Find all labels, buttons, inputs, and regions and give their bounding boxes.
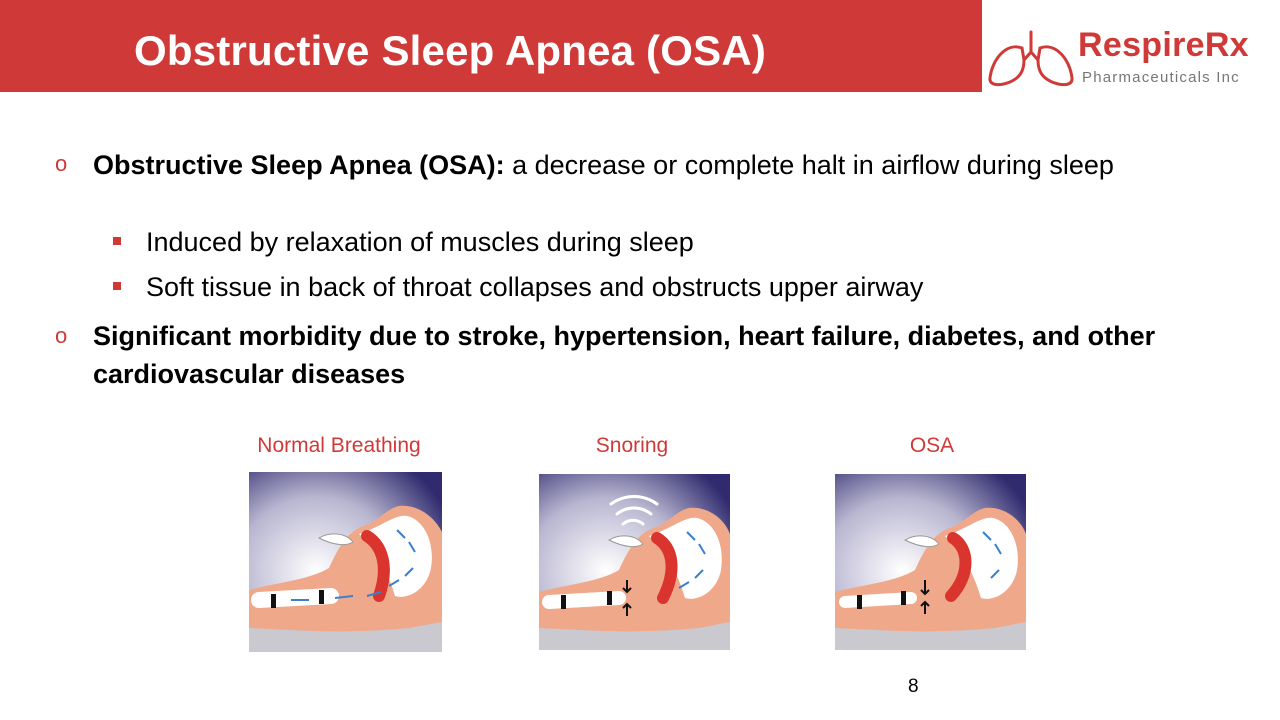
lungs-logo-icon bbox=[986, 30, 1076, 88]
logo-name: RespireRx bbox=[1078, 26, 1249, 64]
page-number: 8 bbox=[908, 676, 919, 697]
company-logo bbox=[986, 22, 1276, 94]
sub-bullet-tissue-collapse: Soft tissue in back of throat collapses and obstructs upper airway bbox=[146, 272, 924, 302]
logo-subtitle: Pharmaceuticals Inc bbox=[1082, 69, 1240, 86]
bullet-bold-lead: Obstructive Sleep Apnea (OSA): bbox=[93, 150, 505, 180]
airway-blocked-illustration bbox=[835, 474, 1026, 650]
sub-bullet-muscle-relaxation: Induced by relaxation of muscles during sleep bbox=[146, 227, 694, 257]
airway-narrowed-illustration bbox=[539, 474, 730, 650]
airway-open-illustration bbox=[249, 472, 442, 652]
figure-label-snoring: Snoring bbox=[595, 434, 669, 457]
bullet-marker-circle: o bbox=[55, 323, 68, 348]
bullet-text: a decrease or complete halt in airflow during sleep bbox=[504, 150, 1114, 180]
figure-label-osa: OSA bbox=[909, 434, 955, 457]
slide-title: Obstructive Sleep Apnea (OSA) bbox=[134, 27, 767, 74]
bullet-osa-definition bbox=[93, 146, 1233, 184]
sub-bullet-marker bbox=[113, 282, 121, 290]
bullet-marker-circle: o bbox=[55, 151, 68, 176]
sub-bullet-marker bbox=[113, 237, 121, 245]
figure-label-normal: Normal Breathing bbox=[257, 434, 421, 457]
bullet-morbidity: Significant morbidity due to stroke, hypertension, heart failure, diabetes, and other cardiovascular diseases bbox=[93, 321, 1156, 389]
